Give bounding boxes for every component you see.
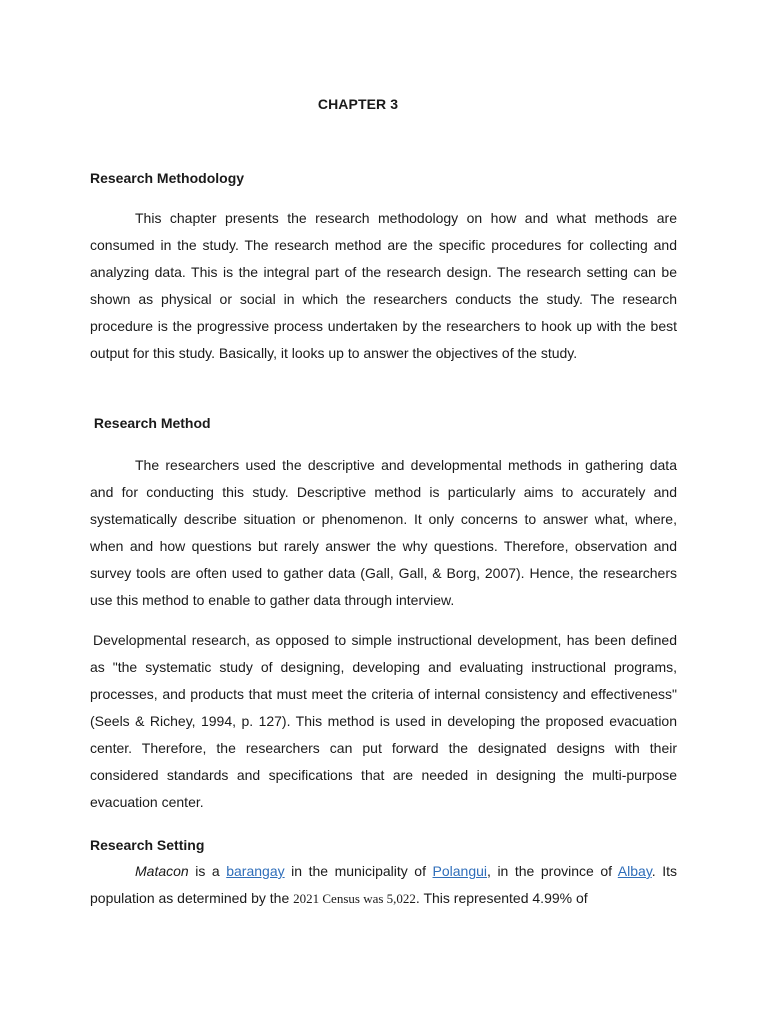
paragraph-methodology: This chapter presents the research methodology on how and what methods are consumed in the study. The research method are the specific procedures for collecting and analyzing data. This is the integral part of the research design. The research setting can be shown as physical or social in which the researchers conducts the study. The research procedure is the progressive process undertaken by the researchers to hook up with the best output for this study. Basically, it looks up to answer the objectives of the study. (90, 210, 677, 361)
paragraph-setting (90, 858, 677, 912)
census-figure: 2021 Census was 5,022 (293, 891, 416, 906)
link-barangay[interactable]: barangay (226, 863, 285, 879)
heading-research-setting: Research Setting (90, 837, 205, 853)
setting-text-is-a: is a (188, 863, 227, 879)
setting-text-represented: . This represented 4.99% of (415, 890, 588, 906)
setting-text-population: . Its population as determined by the (90, 863, 677, 906)
heading-research-methodology: Research Methodology (90, 170, 245, 186)
paragraph-method-developmental: Developmental research, as opposed to simple instructional development, has been defined as "the systematic study of designing, developing and evaluating instructional programs, processes, and products that must meet the criteria of internal consistency and effectiveness" (Seels & Richey, 1994, p. 127). This method is used in developing the proposed evacuation center. Therefore, the researchers can put forward the designated designs with their considered standards and specifications that are needed in designing the multi-purpose evacuation center. (90, 632, 677, 810)
chapter-title: CHAPTER 3 (317, 96, 399, 112)
heading-research-method: Research Method (90, 415, 211, 431)
place-name: Matacon (135, 863, 189, 879)
link-albay[interactable]: Albay (617, 863, 652, 879)
setting-text-municipality: in the municipality of (284, 863, 433, 879)
paragraph-method-descriptive: The researchers used the descriptive and developmental methods in gathering data and for conducting this study. Descriptive method is particularly aims to accurately and systematically describe situation or phenomenon. It only concerns to answer what, where, when and how questions but rarely answer the why questions. Therefore, observation and survey tools are often used to gather data (Gall, Gall, & Borg, 2007). Hence, the researchers use this method to enable to gather data through interview. (90, 457, 677, 608)
setting-text-province: , in the province of (487, 863, 618, 879)
link-polangui[interactable]: Polangui (432, 863, 488, 879)
